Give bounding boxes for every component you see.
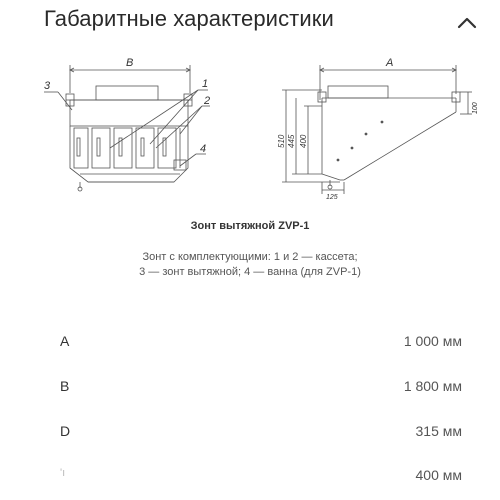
caption-line-1: Зонт с комплектующими: 1 и 2 — кассета;	[142, 251, 358, 263]
caption-line-2: 3 — зонт вытяжной; 4 — ванна (для ZVP-1)	[139, 266, 361, 278]
spec-row-b	[60, 376, 462, 396]
section-title: Габаритные характеристики	[44, 6, 334, 31]
spec-value: 1 800 мм	[403, 378, 462, 394]
spec-label: B	[60, 378, 70, 394]
technical-drawing	[30, 48, 480, 210]
callout-3: 3	[44, 80, 51, 92]
dim-label-100: 100	[472, 102, 479, 114]
dim-label-510: 510	[277, 134, 286, 148]
section-header	[0, 0, 500, 44]
dim-label-400: 400	[299, 134, 308, 148]
drawing-caption-description	[0, 250, 500, 280]
callout-1: 1	[202, 78, 209, 90]
spec-value: 400 мм	[415, 467, 462, 483]
collapse-button[interactable]	[452, 10, 482, 36]
spec-value: 315 мм	[415, 423, 462, 439]
spec-row-a	[60, 331, 462, 351]
spec-value: 1 000 мм	[403, 333, 462, 349]
spec-row-h	[60, 465, 462, 485]
callout-4: 4	[200, 143, 207, 155]
dim-label-445: 445	[287, 134, 296, 148]
chevron-up-icon	[456, 16, 478, 30]
dim-label-b: B	[126, 57, 134, 69]
spec-label: D	[60, 423, 71, 439]
drawing-caption-title: Зонт вытяжной ZVP-1	[190, 220, 310, 232]
dim-label-a: A	[386, 57, 394, 69]
spec-label: A	[60, 333, 70, 349]
dim-label-125: 125	[326, 194, 338, 201]
spec-label: 'ı	[60, 467, 66, 479]
spec-row-d	[60, 421, 462, 441]
callout-2: 2	[204, 95, 211, 107]
